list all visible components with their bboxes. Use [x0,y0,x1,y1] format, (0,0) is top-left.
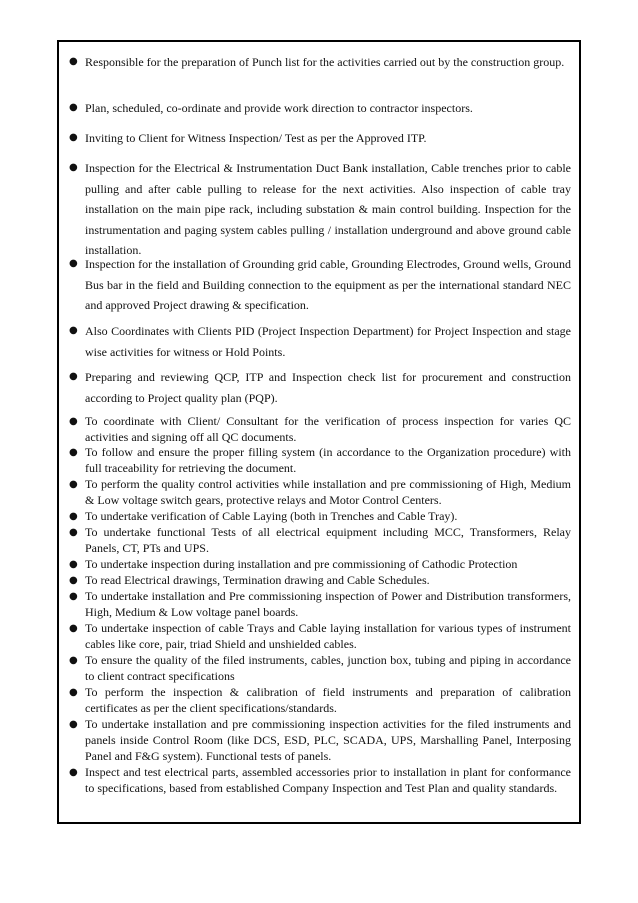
list-item [69,685,571,717]
list-item [69,128,571,149]
list-item-text: To read Electrical drawings, Termination drawing and Cable Schedules. [85,573,430,587]
bullet-icon: ● [69,655,78,666]
list-item [69,525,571,557]
list-item-text: Inspect and test electrical parts, assembled accessories prior to installation in plant for conformance to specifications, based from established Company Inspection and Test Plan and quality standards. [85,765,571,795]
list-item-text: Plan, scheduled, co-ordinate and provide work direction to contractor inspectors. [85,101,473,115]
list-item-text: Inspection for the installation of Grounding grid cable, Grounding Electrodes, Ground wells, Ground Bus bar in the field and Building connection to the equipment as per the international standard NEC and approved Project drawing & specification. [85,257,571,312]
list-item-text: To undertake verification of Cable Laying (both in Trenches and Cable Tray). [85,509,458,523]
list-item [69,589,571,621]
list-item-text: To undertake inspection of cable Trays and Cable laying installation for various types of instrument cables like core, pair, triad Shield and unshielded cables. [85,621,571,651]
list-item-text: To undertake inspection during installation and pre commissioning of Cathodic Protection [85,557,518,571]
bullet-icon: ● [69,559,78,570]
bullet-icon: ● [69,719,78,730]
list-item [69,367,571,408]
bullet-icon: ● [69,447,78,458]
bullet-icon: ● [69,56,78,67]
list-item [69,321,571,362]
list-item [69,414,571,446]
bullet-icon: ● [69,479,78,490]
bullet-icon: ● [69,416,78,427]
bullet-icon: ● [69,527,78,538]
list-item [69,98,571,119]
bullet-icon: ● [69,767,78,778]
bullet-icon: ● [69,162,78,173]
list-item-text: To undertake installation and Pre commissioning inspection of Power and Distribution transformers, High, Medium & Low voltage panel boards. [85,589,571,619]
list-item [69,52,571,73]
list-item [69,254,571,316]
bullet-icon: ● [69,591,78,602]
list-item [69,573,571,589]
bullet-icon: ● [69,623,78,634]
list-item [69,445,571,477]
list-item [69,158,571,261]
bullet-icon: ● [69,511,78,522]
list-item-text: Inviting to Client for Witness Inspection/ Test as per the Approved ITP. [85,131,427,145]
bullet-icon: ● [69,371,78,382]
bullet-icon: ● [69,258,78,269]
list-item-text: To ensure the quality of the filed instruments, cables, junction box, tubing and piping in accordance to client contract specifications [85,653,571,683]
list-item [69,477,571,509]
list-item-text: To perform the inspection & calibration of field instruments and preparation of calibration certificates as per the client specifications/standards. [85,685,571,715]
list-item [69,509,571,525]
list-item [69,653,571,685]
bullet-icon: ● [69,687,78,698]
list-item [69,717,571,764]
list-item-text: To follow and ensure the proper filling system (in accordance to the Organization procedure) with full traceability for retrieving the document. [85,445,571,475]
page-border [57,40,581,824]
list-item-text: Inspection for the Electrical & Instrumentation Duct Bank installation, Cable trenches prior to cable pulling and after cable pulling to release for the next activities. Also inspection of cable tray installation on the main pipe rack, including substation & main control building. Inspection for the instrumentation and paging system cables pulling / installation underground and above ground cable installation. [85,161,571,257]
list-item [69,557,571,573]
list-item-text: To perform the quality control activities while installation and pre commissioning of High, Medium & Low voltage switch gears, protective relays and Motor Control Centers. [85,477,571,507]
bullet-icon: ● [69,575,78,586]
list-item-text: To undertake installation and pre commissioning inspection activities for the filed instruments and panels inside Control Room (like DCS, ESD, PLC, SCADA, UPS, Marshalling Panel, Interposing Panel and F&G system). Functional tests of panels. [85,717,571,763]
bullet-icon: ● [69,325,78,336]
list-item [69,621,571,653]
list-item-text: Preparing and reviewing QCP, ITP and Inspection check list for procurement and construction according to Project quality plan (PQP). [85,370,571,405]
list-item [69,765,571,797]
list-item-text: Responsible for the preparation of Punch list for the activities carried out by the construction group. [85,55,565,69]
bullet-icon: ● [69,102,78,113]
list-item-text: To undertake functional Tests of all electrical equipment including MCC, Transformers, Relay Panels, CT, PTs and UPS. [85,525,571,555]
bullet-icon: ● [69,132,78,143]
list-item-text: Also Coordinates with Clients PID (Project Inspection Department) for Project Inspection and stage wise activities for witness or Hold Points. [85,324,571,359]
list-item-text: To coordinate with Client/ Consultant for the verification of process inspection for varies QC activities and signing off all QC documents. [85,414,571,444]
